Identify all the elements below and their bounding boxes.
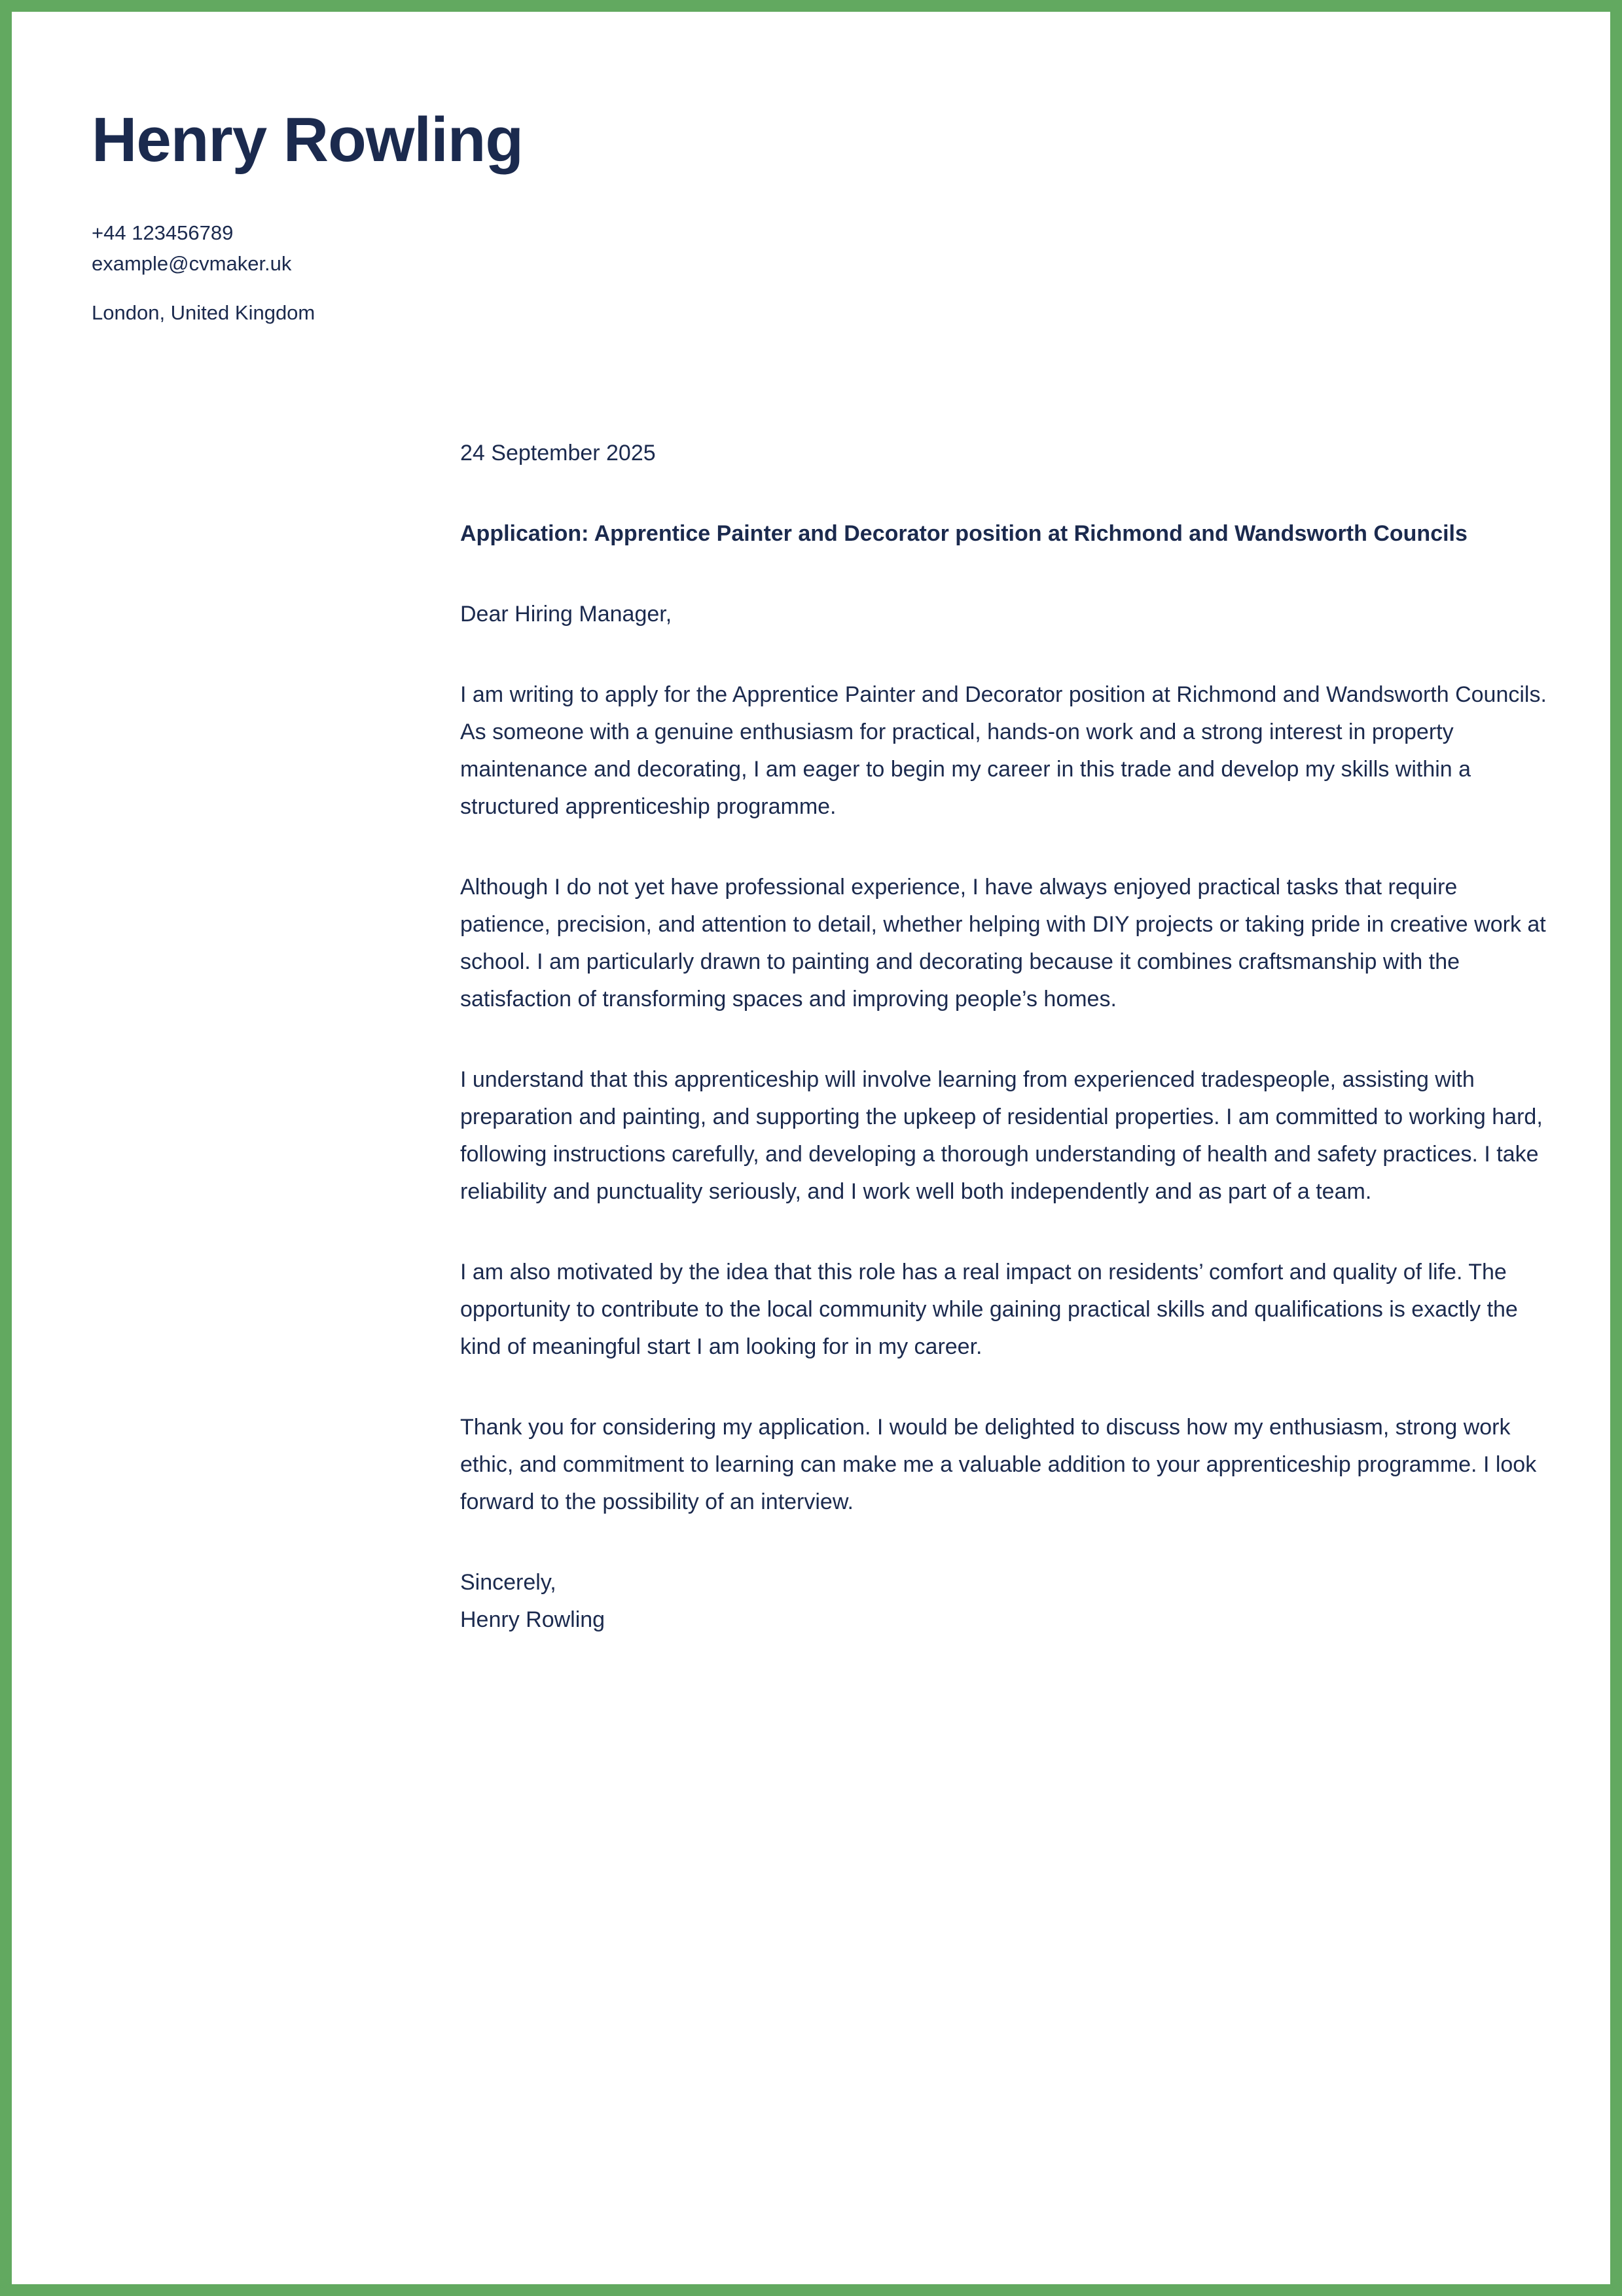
body-paragraph: Although I do not yet have professional experience, I have always enjoyed practical tasks that require patience, precision, and attention to detail, whether helping with DIY projects or taking pride in creative work at school. I am particularly drawn to painting and decorating because it combines craftsmanship with the satisfaction of transforming spaces and improving people’s homes.	[460, 874, 1546, 1011]
body-paragraph: I am writing to apply for the Apprentice Painter and Decorator position at Richmond and Wandsworth Councils. As someone with a genuine enthusiasm for practical, hands-on work and a strong interest in property maintenance and decorating, I am eager to begin my career in this trade and develop my skills within a structured apprenticeship programme.	[460, 682, 1547, 819]
subject-heading: Application: Apprentice Painter and Decorator position at Richmond and Wandsworth Councils	[460, 520, 1468, 546]
applicant-name-heading: Henry Rowling	[92, 105, 524, 175]
email-text: example@cvmaker.uk	[92, 251, 292, 275]
closing-block	[460, 1564, 1550, 1639]
body-paragraph: I am also motivated by the idea that this role has a real impact on residents’ comfort and quality of life. The opportunity to contribute to the local community while gaining practical skills and qualifications is exactly the kind of meaningful start I am looking for in my career.	[460, 1259, 1518, 1359]
body-paragraph: I understand that this apprenticeship will involve learning from experienced tradespeople, assisting with preparation and painting, and supporting the upkeep of residential properties. I am committed to working hard, following instructions carefully, and developing a thorough understanding of health and safety practices. I take reliability and punctuality seriously, and I work well both independently and as part of a team.	[460, 1066, 1543, 1204]
letter-header	[12, 12, 1610, 328]
location-text: London, United Kingdom	[92, 301, 315, 324]
closing-text: Sincerely,	[460, 1569, 556, 1595]
phone-text: +44 123456789	[92, 221, 234, 244]
contact-block	[92, 217, 1610, 279]
date-text: 24 September 2025	[460, 440, 656, 465]
body-paragraph: Thank you for considering my application. I would be delighted to discuss how my enthusiasm, strong work ethic, and commitment to learning can make me a valuable addition to your apprenticeship programme. I look forward to the possibility of an interview.	[460, 1414, 1537, 1514]
signature-text: Henry Rowling	[460, 1607, 605, 1632]
salutation-text: Dear Hiring Manager,	[460, 601, 672, 627]
letter-body	[460, 435, 1550, 1639]
